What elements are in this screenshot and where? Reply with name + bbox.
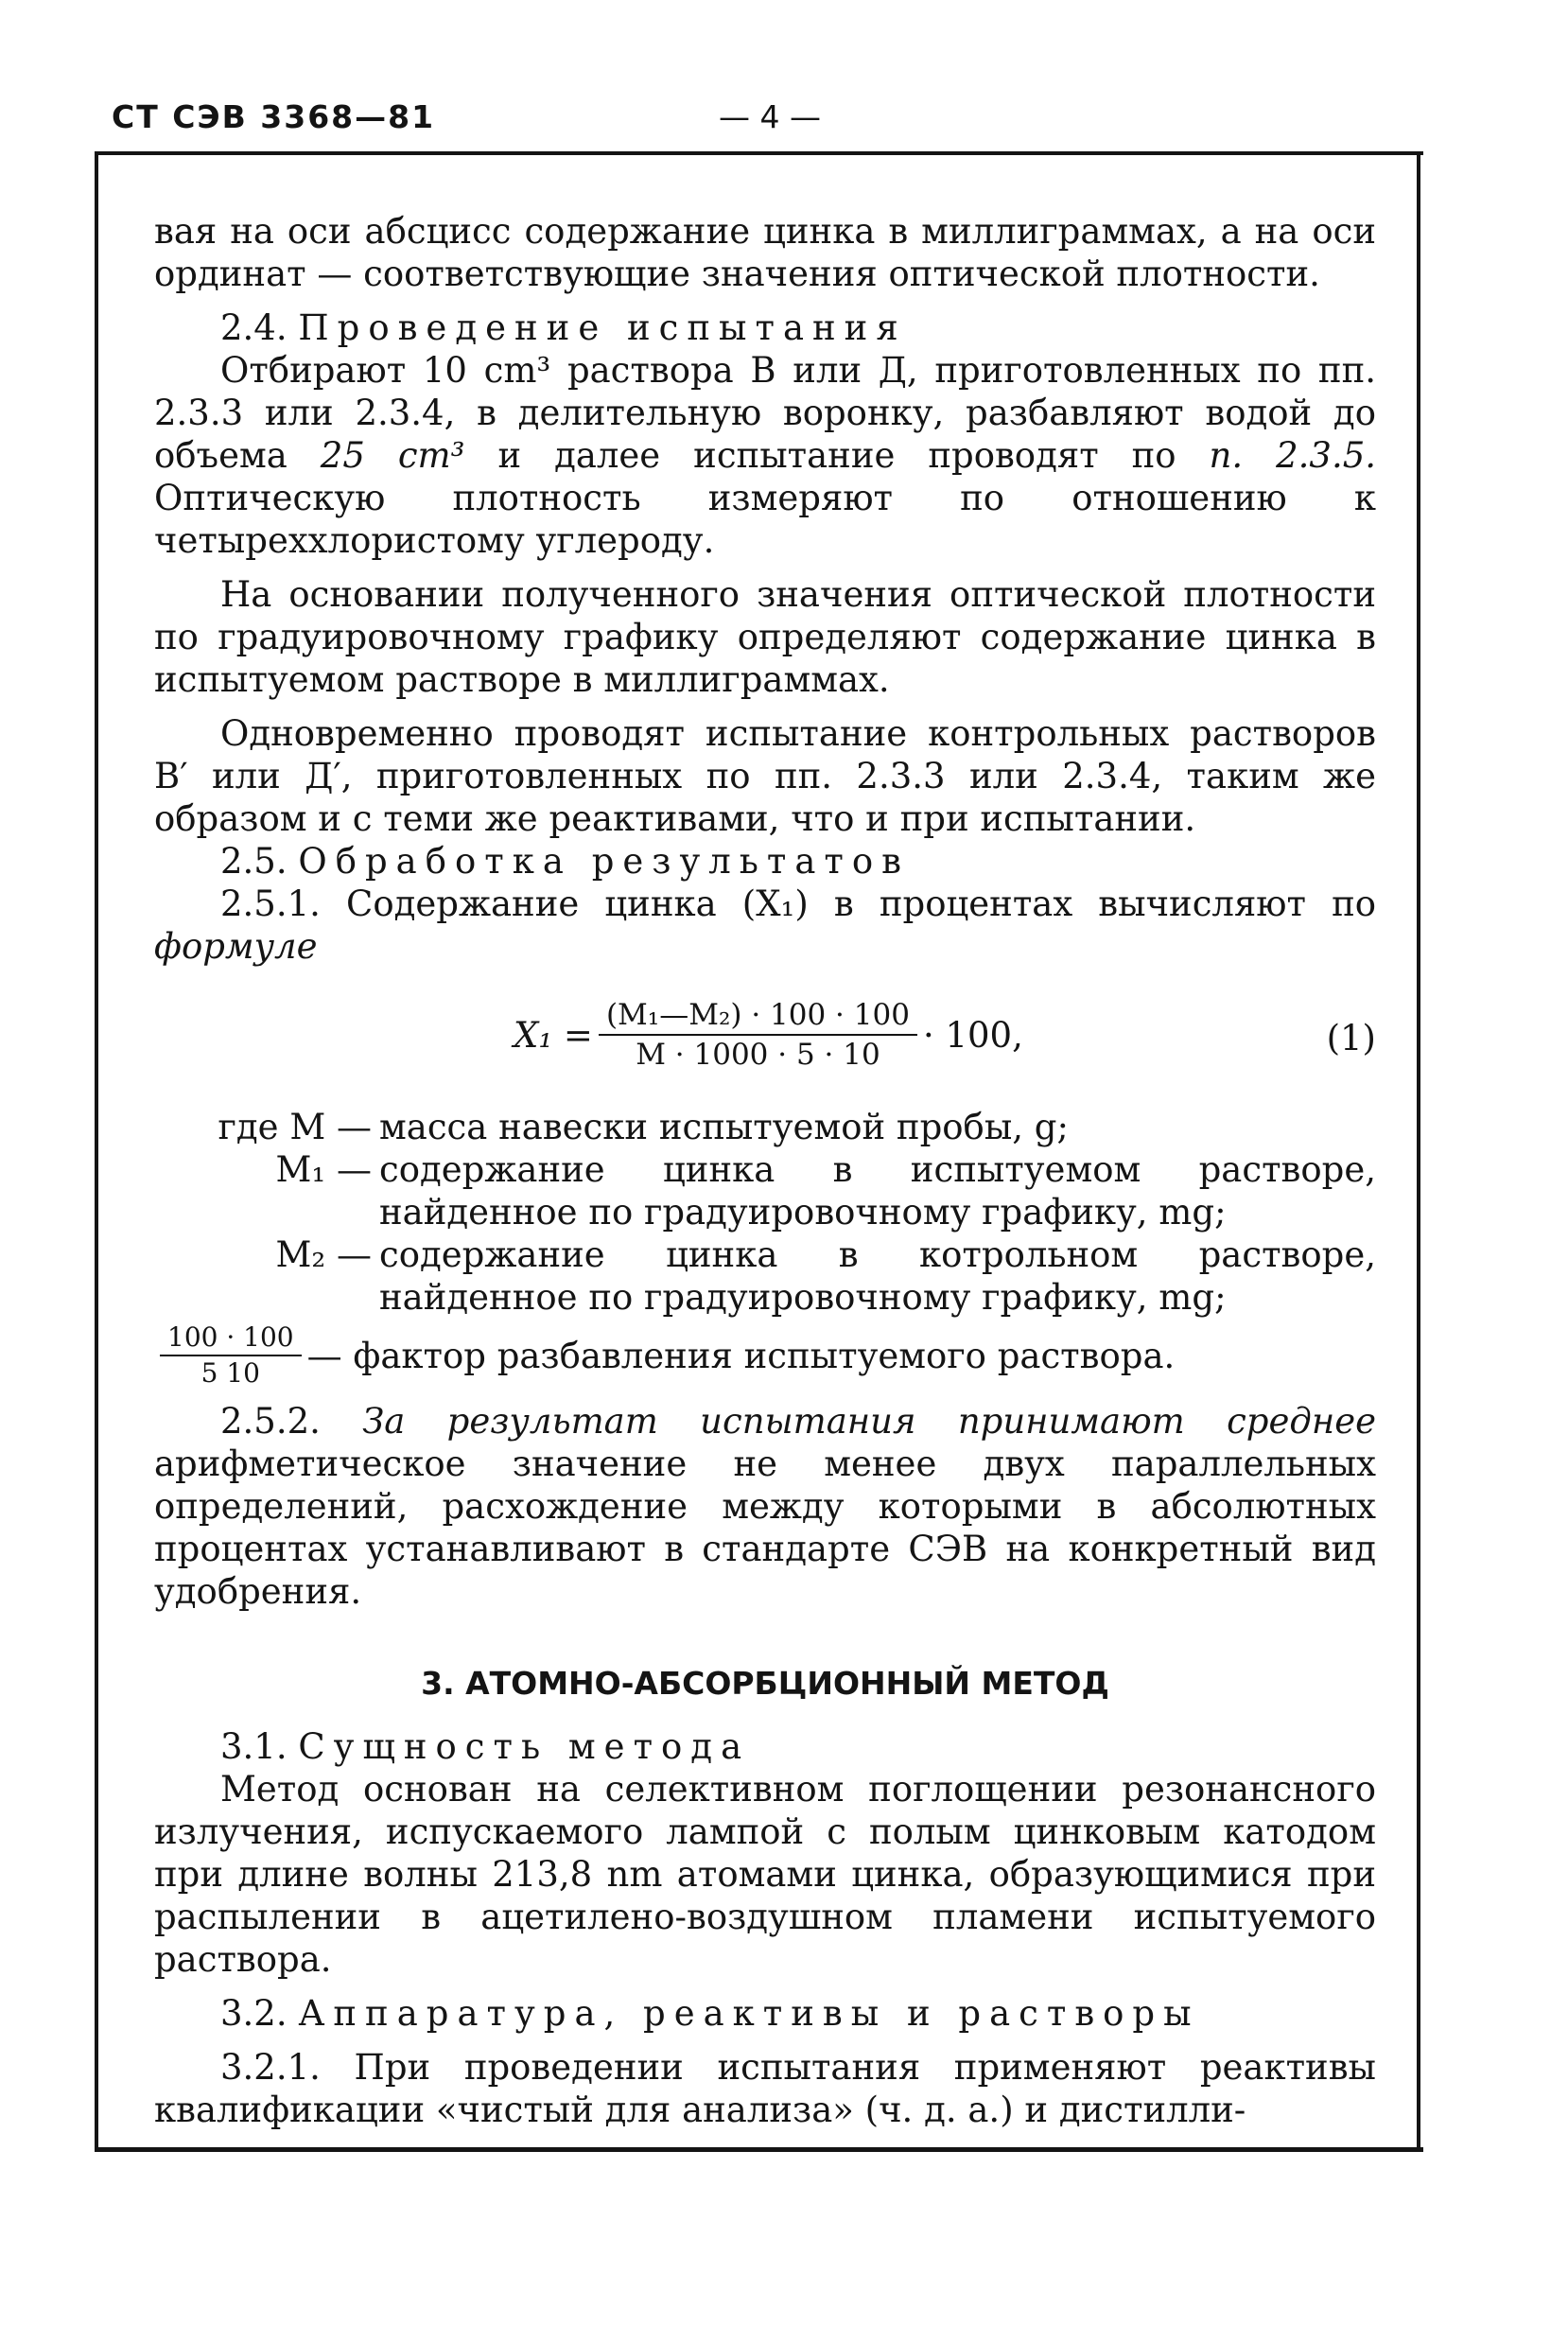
formula-tail: · 100, (922, 1014, 1023, 1056)
heading-3-2 (154, 1992, 1376, 2035)
para-2-5-2-number: 2.5.2. (220, 1401, 363, 1442)
heading-2-5 (154, 840, 1376, 883)
formula (514, 998, 1023, 1072)
para-2-5-1-text: 2.5.1. Содержание цинка (X₁) в процентах вычисляют по (220, 883, 1376, 924)
heading-2-5-number: 2.5. (220, 841, 287, 882)
heading-3-2-number: 3.2. (220, 1993, 287, 2034)
def-m1 (154, 1148, 1376, 1233)
page-body (154, 210, 1376, 2131)
paragraph-2-5-2 (154, 1400, 1376, 1613)
factor-denominator: 5 10 (200, 1357, 260, 1389)
paragraph-sampling (154, 349, 1376, 562)
right-rule (1417, 151, 1420, 2152)
paragraph-method: Метод основан на селективном поглощении резонансного излучения, испускаемого лампой с полым цинковым катодом при длине волны 213,8 nm атомами цинка, образующимися при распылении в ацетилено-воздушном пламени испытуемого раствора. (154, 1769, 1376, 1980)
sampling-volume: 25 cm³ (320, 435, 465, 476)
heading-3-1-number: 3.1. (220, 1726, 287, 1767)
paragraph-determination: На основании полученного значения оптической плотности по градуировочному графику определяют содержание цинка в испытуемом растворе в миллиграммах. (154, 574, 1376, 700)
sampling-text-e: Оптическую плотность измеряют по отношению к четыреххлористому углероду. (154, 478, 1376, 561)
heading-2-4 (154, 306, 1376, 349)
paragraph-2-5-1 (154, 883, 1376, 968)
formula-block (154, 987, 1376, 1096)
factor-text: — фактор разбавления испытуемого раствора. (306, 1335, 1176, 1376)
def-m2-text: содержание цинка в котрольном растворе, найденное по градуировочному графику, mg; (379, 1234, 1376, 1318)
def-m-label: где M — (218, 1107, 372, 1147)
left-rule (95, 151, 98, 2152)
factor-fraction (160, 1322, 302, 1389)
def-m1-text: содержание цинка в испытуемом растворе, найденное по градуировочному графику, mg; (379, 1149, 1376, 1233)
heading-2-4-number: 2.4. (220, 307, 287, 348)
factor-numerator: 100 · 100 (160, 1322, 302, 1356)
section-3-title: 3. АТОМНО-АБСОРБЦИОННЫЙ МЕТОД (421, 1665, 1109, 1702)
formula-lhs: X₁ = (514, 1014, 593, 1056)
heading-3-1-title: Сущность метода (298, 1726, 751, 1767)
paragraph-continuation: вая на оси абсцисс содержание цинка в миллиграммах, а на оси ординат — соответствующие значения оптической плотности. (154, 211, 1376, 294)
para-2-5-2-italic: За результат испытания принимают среднее (362, 1401, 1377, 1442)
bottom-rule (95, 2147, 1423, 2152)
sampling-reference: п. 2.3.5. (1209, 435, 1377, 476)
def-m1-label: M₁ — (275, 1149, 372, 1190)
para-2-5-1-formula-word: формуле (154, 926, 318, 967)
def-m2 (154, 1233, 1376, 1319)
heading-3-1 (154, 1725, 1376, 1768)
standard-code: СТ СЭВ 3368—81 (112, 98, 436, 135)
heading-2-4-title: Проведение испытания (298, 307, 907, 348)
def-m (154, 1106, 1376, 1148)
def-factor (154, 1322, 1376, 1389)
heading-3-2-title: Аппаратура, реактивы и растворы (298, 1993, 1200, 2034)
formula-numerator: (M₁—M₂) · 100 · 100 (599, 998, 917, 1036)
para-2-5-2-text: арифметическое значение не менее двух параллельных определений, расхождение между которыми в абсолютных процентах устанавливают в стандарте СЭВ на конкретный вид удобрения. (154, 1443, 1376, 1612)
heading-2-5-title: Обработка результатов (298, 841, 910, 882)
paragraph-3-2-1: 3.2.1. При проведении испытания применяют реактивы квалификации «чистый для анализа» (ч. д. а.) и дистилли- (154, 2047, 1376, 2130)
page-number: — 4 — (719, 98, 821, 135)
formula-denominator: M · 1000 · 5 · 10 (636, 1038, 880, 1072)
def-m2-label: M₂ — (275, 1234, 372, 1275)
def-m-text: масса навески испытуемой пробы, g; (379, 1107, 1069, 1147)
formula-fraction (599, 998, 917, 1072)
paragraph-control: Одновременно проводят испытание контрольных растворов В′ или Д′, приготовленных по пп. 2.3.3 или 2.3.4, таким же образом и с теми же реактивами, что и при испытании. (154, 713, 1376, 839)
sampling-text-a: Отбирают 10 cm³ раствора В или Д, приготовленных по пп. 2.3.3 или 2.3.4, в делительную воронку, разбавляют водой до объема (154, 350, 1376, 476)
equation-number: (1) (1326, 1018, 1376, 1058)
sampling-text-c: и далее испытание проводят по (464, 435, 1210, 476)
top-rule (95, 151, 1423, 155)
